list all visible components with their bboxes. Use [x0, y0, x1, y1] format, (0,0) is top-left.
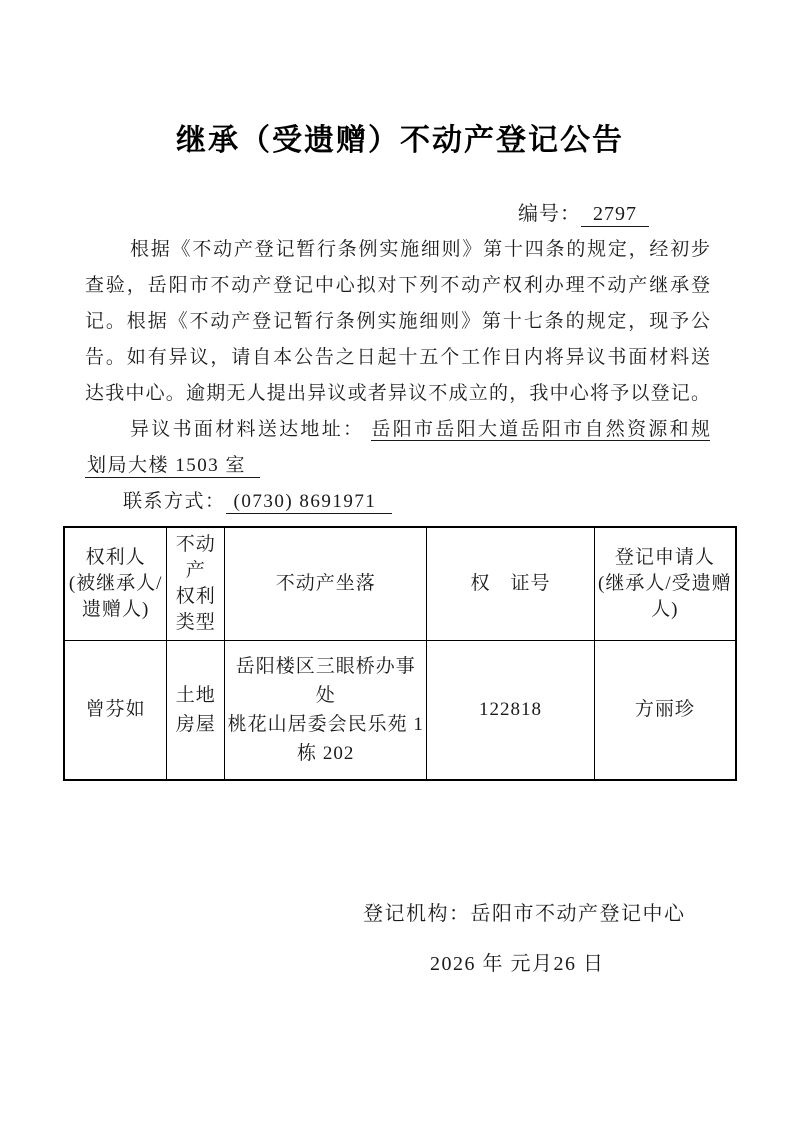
doc-number-value: 2797 — [581, 203, 649, 227]
doc-number-row — [63, 196, 737, 232]
address-value-line2: 划局大楼 1503 室 — [85, 455, 260, 478]
paragraph-line: 达我中心。逾期无人提出异议或者异议不成立的，我中心将予以登记。 — [85, 383, 710, 404]
cell-cert-no: 122818 — [427, 641, 594, 780]
doc-number-label: 编号： — [518, 203, 581, 225]
contact-line — [85, 484, 710, 520]
address-line-2 — [85, 448, 710, 484]
paragraph-line: 记。根据《不动产登记暂行条例实施细则》第十七条的规定，现予公 — [85, 311, 710, 332]
address-line-1 — [85, 412, 710, 448]
header-right-holder: 权利人 (被继承人/ 遗赠人) — [64, 527, 167, 641]
notice-body — [85, 232, 710, 520]
address-label: 异议书面材料送达地址： — [130, 419, 365, 440]
address-value-line1: 岳阳市岳阳大道岳阳市自然资源和规 — [371, 419, 710, 440]
cell-location: 岳阳楼区三眼桥办事处 桃花山居委会民乐苑 1 栋 202 — [225, 641, 427, 780]
registry-authority-line — [63, 899, 737, 929]
paragraph-line: 查验，岳阳市不动产登记中心拟对下列不动产权利办理不动产继承登 — [85, 275, 710, 296]
contact-label: 联系方式： — [123, 491, 226, 512]
registration-table — [63, 526, 737, 781]
page-title: 继承（受遗赠）不动产登记公告 — [176, 124, 624, 157]
contact-value: (0730) 8691971 — [226, 491, 393, 514]
registry-value: 岳阳市不动产登记中心 — [470, 902, 686, 925]
notice-date: 2026 年 元月26 日 — [430, 952, 605, 975]
header-right-type: 不动产 权利 类型 — [167, 527, 225, 641]
paragraph-line: 根据《不动产登记暂行条例实施细则》第十四条的规定，经初步 — [130, 239, 710, 260]
registry-label: 登记机构： — [363, 902, 471, 925]
cell-applicant: 方丽珍 — [594, 641, 736, 780]
table-header-row — [64, 527, 736, 641]
header-cert-no: 权 证号 — [427, 527, 594, 641]
header-location: 不动产坐落 — [225, 527, 427, 641]
cell-right-type: 土地 房屋 — [167, 641, 225, 780]
header-applicant: 登记申请人 (继承人/受遗赠 人) — [594, 527, 736, 641]
cell-right-holder: 曾芬如 — [64, 641, 167, 780]
paragraph-line: 告。如有异议，请自本公告之日起十五个工作日内将异议书面材料送 — [85, 347, 710, 368]
table-record-row — [64, 641, 736, 780]
